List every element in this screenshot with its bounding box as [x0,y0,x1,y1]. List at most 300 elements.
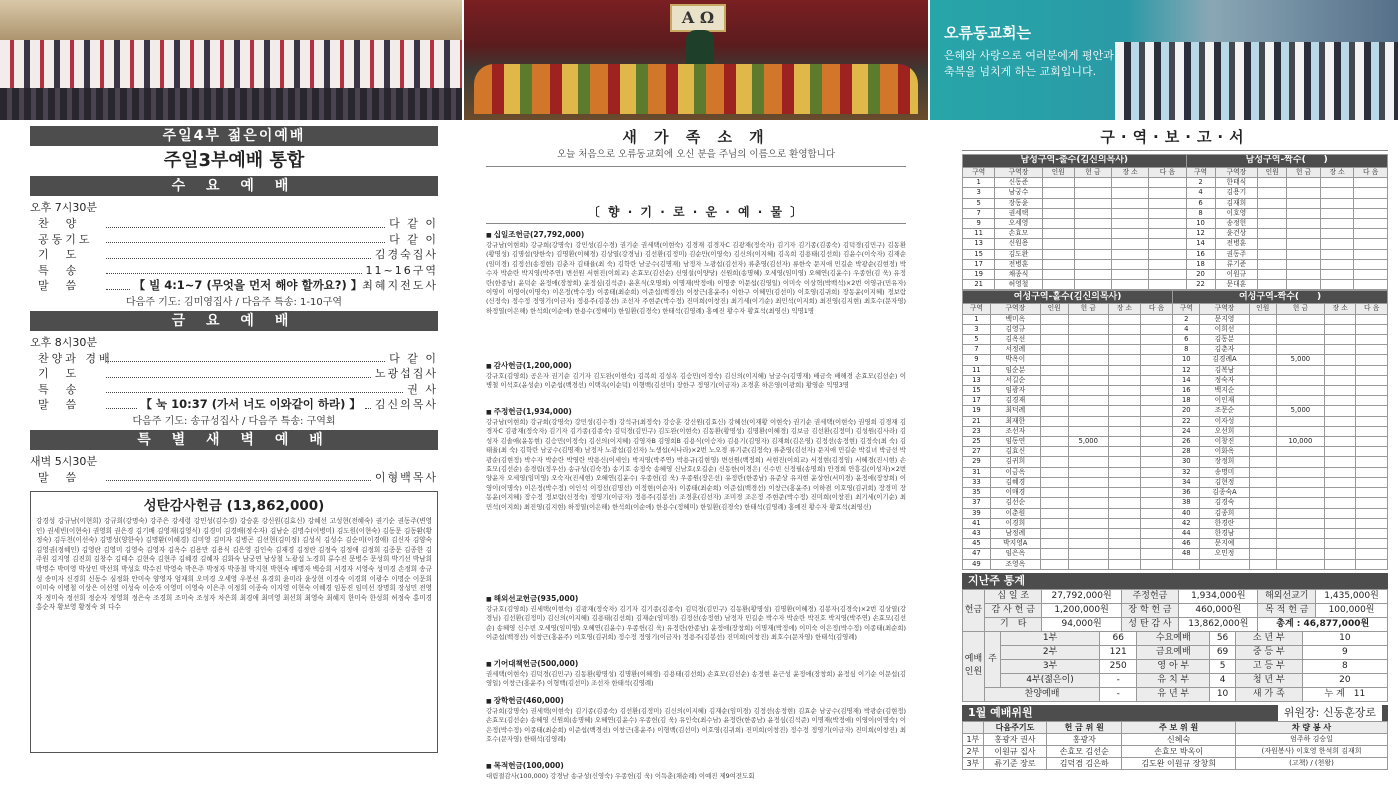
district-cell [1249,467,1276,477]
district-cell [1258,229,1287,239]
district-cell [1320,239,1354,249]
district-row [963,239,1388,249]
preacher: 김신의목사 [374,398,438,411]
district-cell [1354,259,1388,269]
district-row [963,280,1388,290]
district-cell [1356,406,1388,416]
district-cell [1140,539,1172,549]
stat-value: 1,435,000원 [1316,589,1388,603]
district-cell [1149,219,1186,229]
district-row [963,345,1388,355]
district-cell [1276,314,1324,324]
district-cell: 남궁수 [995,188,1042,198]
christmas-offering-title: 성탄감사헌금 (13,862,000) [143,498,325,514]
col-header: 다 음 [1140,304,1172,314]
district-cell [1276,365,1324,375]
district-cell: 신동준 [995,178,1042,188]
district-cell [1068,508,1108,518]
district-cell: 5 [963,198,995,208]
district-cell [1108,539,1140,549]
district-cell [1320,280,1354,290]
district-cell [1140,335,1172,345]
district-cell: 32 [1173,467,1200,477]
district-cell [1068,386,1108,396]
district-cell [1258,219,1287,229]
col-header: 다음주기도 [983,721,1046,733]
district-cell [1356,508,1388,518]
district-cell: 장정희 [1200,457,1249,467]
district-cell: 신원용 [995,239,1042,249]
stat-label: 십 일 조 [985,589,1042,603]
district-cell [1324,447,1356,457]
stat-label: 4부(젊은이) [1001,673,1100,687]
district-cell: 9 [963,355,991,365]
district-row [963,249,1388,259]
stat-label: 수요예배 [1137,631,1210,645]
district-cell [1258,198,1287,208]
district-cell [1287,239,1321,249]
district-cell: 김경숙 [1200,498,1249,508]
district-cell [1140,365,1172,375]
col-header: 다 음 [1356,304,1388,314]
district-cell: 조선자 [990,426,1040,436]
district-cell [1108,549,1140,559]
district-cell: 43 [963,528,991,538]
district-cell: 전병훈 [1215,239,1258,249]
district-cell: 21 [963,280,995,290]
district-cell [1356,335,1388,345]
district-cell [1042,239,1074,249]
district-cell [1074,208,1111,218]
preacher: 이형백목사 [374,470,438,484]
offering-section-names: 강규호(김영희) 권세택(이현숙) 김광재(정숙자) 김기자 김기종(김종숙) 김덕경(김민구) 김동환(황명성) 김명환(이혜경) 김봉자(김경숙)×2번 김상열(강경님) 김선환(김정미) 김신의(이지혜) 김용태(김선희) 김재순(임미경) 김정선(송정현) 남정자 민길순 박수자 박순란 박진호 박지영(박주연) 손효모(김선순) 송혜영 신수빈 오세영(임미영) 오혜연(김윤수) 우종헌(김 욱) 유정란(한종남) 윤정애(장창희) 이명재(박정애) 이미숙 이은정(박수정) 이종태(최순희) 이준섭(백경선) 이창근(홍윤주) 이호영(김귀희) 정수정 정영기(이금자) 정용주(김봉선) 진미희(이창진) 최호수(문자영) 한태석(김영례) [486,605,906,642]
district-cell [1108,518,1140,528]
district-cell [1040,437,1068,447]
district-cell [1287,178,1321,188]
offering-title: 〔 향 · 기 · 로 · 운 · 예 · 물 〕 [587,205,805,219]
banner-subtitle: 은혜와 사랑으로 여러분에게 평안과 축복을 넘치게 하는 교회입니다. [944,49,1114,78]
district-cell: 박지영A [990,539,1040,549]
district-cell: 이경희 [990,518,1040,528]
stat-label: 유 치 부 [1137,673,1210,687]
stat-label: 영 아 부 [1137,659,1210,673]
district-cell [1108,406,1140,416]
district-cell [1112,219,1149,229]
district-cell [1324,437,1356,447]
district-row [963,335,1388,345]
offering-section-title: ■ 해외선교헌금(935,000) [486,593,906,605]
district-row [963,508,1388,518]
col-header: 헌 금 [1074,168,1111,178]
district-cell [1140,477,1172,487]
district-cell [1074,178,1111,188]
district-cell [1149,188,1186,198]
district-cell [1108,467,1140,477]
district-cell [1324,426,1356,436]
district-cell [1068,447,1108,457]
worship-cell: 2부 [963,745,984,757]
col-header: 다 음 [1149,168,1186,178]
stat-value: 1,200,000원 [1042,603,1121,617]
district-cell: 48 [1173,549,1200,559]
district-cell [1068,426,1108,436]
district-cell: 45 [963,539,991,549]
wed-row [30,247,438,263]
district-cell: 김경례A [1200,355,1249,365]
district-cell: 5,000 [1276,355,1324,365]
district-cell [1320,198,1354,208]
district-cell [1140,559,1172,569]
women-odd-title: 여성구역-홀수(김신의목사) [963,291,1173,304]
dawn-time: 새벽 5시30분 [30,454,97,468]
district-cell [1287,229,1321,239]
col-header: 다 음 [1354,168,1388,178]
christmas-offering-names: 강경성 강규남(이현희) 강규희(강명숙) 강주은 강세령 강민성(김수경) 강승훈 강신원(김효신) 강혜선 고성현(전혜숙) 권기순 권동주(변영인) 권세빈(이현숙) 권영희 권은경 김기배 김영재(김영식) 김경미 김경배(정수자) 김남순 김명수(이병미) 김도원(이현숙) 김동문 김동환(황정숙) 김두천(이선숙) 김명성(양한숙) 김명환(이혜경) 김미영 김미자 김병곤 김선현(김미정) 김성식 김성수 김순미(이경애) 김신자 김양숙 김영권(정혜인) 김영란 김영미 김영숙 김영자 김옥수 김용만 김용식 김은영 김인숙 김재경 김정란 김정숙 김정애 김정희 김종문 김종한 김주원 김지영 김진희 김창수 김태수 김현숙 김현주 김혜경 김혜자 김화숙 남궁연 남상철 노광섭 노경희 류수진 문병수 문성희 박기선 박남희 박명수 박미영 박상민 박선희 박성호 박수진 박영숙 박은주 박정자 박종철 박지현 박현숙 배명자 백승희 서경자 서영숙 성미경 손정희 송규성 송미자 신경희 신동수 심정화 안미숙 양영자 엄재희 오미경 오세영 우봉선 유경희 윤미라 윤상현 이경숙 이경희 이광수 이명순 이문희 이미숙 이병철 이상은 이선영 이성숙 이순자 이영미 이영숙 이은주 이정희 이종숙 이지영 이현숙 이혜경 임동진 임미선 장명희 장성민 전영자 정미숙 정선희 정순자 정영희 정은숙 조경희 조미숙 조성자 차은희 최경애 최미영 최선희 최영숙 최혜지 한미숙 한성희 허정숙 홍미경 홍순자 황보영 황정숙 외 다수 [36,517,432,612]
district-cell: 김도완 [995,249,1042,259]
district-cell [1074,259,1111,269]
district-cell [1074,270,1111,280]
district-cell [1276,559,1324,569]
district-cell: 19 [963,270,995,280]
district-row [963,498,1388,508]
district-cell: 27 [963,447,991,457]
worship-cell: 손효모 김선순 [1047,745,1122,757]
worship-cell: 김도완 이원규 장창희 [1122,757,1236,769]
district-cell: 이매경 [990,488,1040,498]
col-header: 인원 [1258,168,1287,178]
new-family-title: 새 가 족 소 개 [622,128,770,146]
district-cell [1040,314,1068,324]
stat-label: 감 사 헌 금 [985,603,1042,617]
district-cell [1140,457,1172,467]
harvest-altar-photo [464,0,928,120]
district-cell: 이희선 [1200,324,1249,334]
district-cell: 윤건상 [1215,229,1258,239]
district-cell [1249,314,1276,324]
district-cell [1040,488,1068,498]
order-leader: 다 같 이 [389,351,438,365]
district-cell [1074,249,1111,259]
district-cell [1040,375,1068,385]
district-cell: 김동분 [1200,335,1249,345]
district-cell [1068,467,1108,477]
district-cell [1068,528,1108,538]
district-cell: 37 [963,498,991,508]
district-cell [1356,559,1388,569]
district-report-title: 구·역·보·고·서 [1100,128,1250,146]
district-cell: 한태식 [1215,178,1258,188]
district-cell [1320,249,1354,259]
district-cell: 11 [963,229,995,239]
stat-label: 기 타 [985,617,1042,631]
district-cell [1042,178,1074,188]
district-cell [1324,335,1356,345]
district-cell [1140,549,1172,559]
district-cell [1258,249,1287,259]
district-cell [1068,518,1108,528]
district-row [963,539,1388,549]
district-cell: 박옥이 [990,355,1040,365]
district-cell: 이호영 [1215,208,1258,218]
district-cell [1040,528,1068,538]
district-cell [1320,219,1354,229]
district-cell [1276,457,1324,467]
district-cell [1108,477,1140,487]
district-cell [1249,447,1276,457]
stat-value: 누 계 11 [1302,687,1387,701]
district-cell [1287,208,1321,218]
district-cell [1112,208,1149,218]
district-cell [1040,467,1068,477]
district-cell [1108,345,1140,355]
order-label: 특 송 [38,263,80,277]
district-cell [1042,208,1074,218]
district-cell [1074,229,1111,239]
district-cell [1042,188,1074,198]
order-label: 말 씀 [38,470,80,484]
district-cell [1356,355,1388,365]
district-cell [1108,498,1140,508]
district-cell [1249,345,1276,355]
district-cell [1112,259,1149,269]
district-cell: 조영옥 [990,559,1040,569]
district-cell [1249,396,1276,406]
order-leader: 김경숙집사 [374,248,438,261]
district-cell [1074,198,1111,208]
district-cell: 정숙자 [1200,375,1249,385]
women-even-title: 여성구역-짝수( ) [1173,291,1388,304]
offering-label: 헌금 [963,589,985,631]
col-header: 구역 [1186,168,1215,178]
district-cell [1068,324,1108,334]
district-cell: 김춘자 [1200,345,1249,355]
district-cell [1324,386,1356,396]
col-header: 구역장 [1200,304,1249,314]
district-cell [1258,270,1287,280]
worship-committee-header [962,705,1388,721]
district-cell: 김선순 [990,498,1040,508]
district-cell: 4 [1173,324,1200,334]
worship-chair: 위원장: 신동훈장로 [1278,705,1382,721]
district-cell: 2 [1186,178,1215,188]
district-cell [1040,406,1068,416]
col-header: 장 소 [1320,168,1354,178]
district-cell [1068,498,1108,508]
church-banner [930,0,1398,120]
district-cell [1200,559,1249,569]
district-cell: 임순분 [990,365,1040,375]
fri-row [30,382,438,398]
district-cell [1356,345,1388,355]
worship-row [963,733,1388,745]
district-cell [1356,488,1388,498]
col-header: 구역 [963,168,995,178]
district-cell [1112,198,1149,208]
district-cell [1287,219,1321,229]
sunday-label: 주 [985,631,1001,687]
district-cell: 12 [1173,365,1200,375]
district-cell [1068,477,1108,487]
district-cell: 김혜경 [990,477,1040,487]
district-cell [1356,518,1388,528]
district-cell [1112,229,1149,239]
stat-label: 소 년 부 [1235,631,1302,645]
stat-value: 9 [1302,645,1387,659]
district-cell: 임은옥 [990,549,1040,559]
district-cell [1276,549,1324,559]
district-cell [1040,355,1068,365]
sermon-scripture: 【 빌 4:1~7 (무엇을 먼저 해야 할까요?) 】 [133,278,363,292]
district-cell [1140,467,1172,477]
district-cell [1140,528,1172,538]
wed-row [30,263,438,279]
col-header: 헌 금 [1287,168,1321,178]
col-header: 장 소 [1108,304,1140,314]
offering-section-title: ■ 주정헌금(1,934,000) [486,406,906,418]
district-cell [1258,208,1287,218]
district-cell: 남정례 [990,528,1040,538]
district-cell: 17 [963,396,991,406]
district-cell: 김종희 [1200,508,1249,518]
district-cell [1356,314,1388,324]
district-cell [1356,426,1388,436]
offering-section-names: 강규남(이현희) 강규희(강명숙) 강민성(김수경) 권기순 권세택(이현숙) 김경재 김경자C 김광재(정숙자) 김기자 김기종(김종숙) 김덕경(김민구) 김동환(황명성) 김명섭(양한숙) 김명환(이혜경) 김상열(강경님) 김선환(김정미) 김순만(이영숙) 김신의(이지혜) 김옥희 김용태(김선희) 김윤수(이숙자) 김재순(임미경) 김정선(송정현) 김춘자 김태율(최 숙) 김학란 남궁수(김명재) 남정자 노광섭(김선자) 류춘영(김선자) 류한숙 문지애 민길순 박광순(김현정) 박수자 박순란 박지영(박주연) 변선원 서현진(이희교) 손효모(김선순) 신영설(이양당) 신원희(송명혜) 오세영(임미영) 오혜연(김윤수) 우종헌(김 욱) 유정란(한종남) 윤덕순 윤정애(장창희) 윤정심(김석준) 윤혼식(오명희) 이명재(박정애) 이명중 이문섭(김영일) 이미숙 이상혁(박백석)×2번 이영규(민유자) 이영이 이영이(이명숙) 이은정(박수정) 이종태(최순희) 이준섭(백경선) 이창근(홍윤주) 이한구 이혜민(김선미) 이호영(김귀희) 장동윤(이지혜) 정보람(신정숙) 정수정 정영기(이금자) 정용주(김봉선) 조선자 주현준(박수정) 진미희(이창진) 최기세(이기순) 최민석(이지희) 최진영(김지현) 최호수(문자영) 하정열(이은해) 한석희(이순애) 한용수(정혜미) 한일환(김경숙) 한태석(김영례) 홍예진 황수자 황효석(최영신) 익명1명 [486,241,906,315]
fruit-offering [474,64,918,114]
district-row [963,396,1388,406]
district-cell: 김영규 [990,324,1040,334]
district-cell: 15 [963,386,991,396]
district-cell: 권동주 [1215,249,1258,259]
district-cell: 김귀희 [990,457,1040,467]
district-row [963,375,1388,385]
district-cell: 10 [1186,219,1215,229]
district-cell [1040,396,1068,406]
district-cell [1356,447,1388,457]
district-cell [1140,518,1172,528]
stat-value: 250 [1100,659,1137,673]
district-report-column [962,126,1388,806]
order-label: 찬양과 경배 [38,351,113,365]
district-cell: 6 [1173,335,1200,345]
offering-section-title: ■ 장학헌금(460,000) [486,695,906,707]
district-cell [1068,345,1108,355]
district-cell [1068,416,1108,426]
district-row [963,365,1388,375]
worship-committee-table [962,721,1388,770]
district-cell: 최재한 [990,416,1040,426]
district-row [963,259,1388,269]
district-cell [1249,518,1276,528]
district-cell: 류기준 [1215,259,1258,269]
district-cell [1108,324,1140,334]
district-cell [1324,355,1356,365]
district-cell [1068,335,1108,345]
district-cell: 임광자 [990,386,1040,396]
offering-section-title: ■ 십일조헌금(27,792,000) [486,229,906,241]
district-cell [1042,229,1074,239]
district-cell [1108,426,1140,436]
choir-stage [0,40,462,90]
district-cell: 송정헌 [1215,219,1258,229]
district-cell [1112,188,1149,198]
district-cell [1068,365,1108,375]
district-cell [1042,198,1074,208]
district-cell: 1 [963,178,995,188]
district-cell: 26 [1173,437,1200,447]
district-cell [1324,416,1356,426]
district-row [963,270,1388,280]
district-cell [1040,498,1068,508]
district-cell: 35 [963,488,991,498]
district-cell: 42 [1173,518,1200,528]
district-cell: 3 [963,324,991,334]
worship-row [963,757,1388,769]
district-cell: 39 [963,508,991,518]
district-cell [1324,365,1356,375]
district-cell [1140,498,1172,508]
district-cell [1354,249,1388,259]
district-cell [1074,188,1111,198]
district-cell [1140,447,1172,457]
district-cell [1149,280,1186,290]
district-cell: 1 [963,314,991,324]
district-cell: 14 [1186,239,1215,249]
district-cell [1258,178,1287,188]
district-cell [1324,559,1356,569]
district-cell: 허영철 [995,280,1042,290]
district-cell [1320,259,1354,269]
district-cell [1108,559,1140,569]
district-cell [1249,488,1276,498]
fri-sermon-row [30,397,438,413]
district-cell [1040,416,1068,426]
stats-title: 지난주 통계 [962,573,1388,589]
district-cell [1140,426,1172,436]
district-cell: 20 [1186,270,1215,280]
district-cell [1108,386,1140,396]
district-cell [1324,488,1356,498]
worship-cell: 3부 [963,757,984,769]
district-cell [1276,447,1324,457]
wednesday-service-header: 수 요 예 배 [30,176,438,196]
col-header: 헌 금 [1276,304,1324,314]
district-cell [1276,386,1324,396]
worship-cell: 손효모 박옥이 [1122,745,1236,757]
stat-value: 100,000원 [1316,603,1388,617]
district-cell: 29 [963,457,991,467]
district-cell [1249,416,1276,426]
new-family-welcome: 오늘 처음으로 오류동교회에 오신 분을 주님의 이름으로 환영합니다 [556,149,836,160]
offering-section-names: 강규호(김영희) 공은자 권기순 김기자 김도완(이현숙) 김복희 김성옥 김승민(이정숙) 김신의(이지혜) 남궁수(김명재) 배금숙 배해경 손효모(김선순) 이병철 이석호(윤성순) 이준섭(백경선) 이택옥(이순덕) 이형백(김선미) 장한구 정영기(이금자) 조경훈 하은영(이광희) 황영순 익명3명 [486,372,906,390]
district-cell [1249,386,1276,396]
men-even-title: 남성구역-짝수( ) [1186,155,1388,168]
offering-section-names: 대림절감사(100,000) 강경남 송규성(신영숙) 우종헌(김 욱) 이득춘(채순례) 이예진 제9여전도회 [486,772,755,780]
district-cell [1356,528,1388,538]
worship-row [963,745,1388,757]
offering-section-names: 권세택(이현숙) 김덕경(김민구) 김동환(황명성) 김명환(이혜경) 김용태(김선희) 손효모(김선순) 송정현 윤근성 윤정애(장창희) 윤정심 이기순 이문섭(김영일) 이창근(홍윤주) 이형백(김선미) 조선자 한태석(김영례) [486,670,906,688]
district-cell [1112,239,1149,249]
district-row [963,188,1388,198]
district-cell: 22 [1173,416,1200,426]
district-cell [1040,549,1068,559]
district-cell [1354,219,1388,229]
stat-label: 해외선교기 [1258,589,1316,603]
district-cell [1356,437,1388,447]
district-cell [1276,324,1324,334]
banner-title: 오류동교회는 [944,24,1031,42]
district-cell: 조문순 [1200,406,1249,416]
stat-label: 장 학 헌 금 [1121,603,1178,617]
